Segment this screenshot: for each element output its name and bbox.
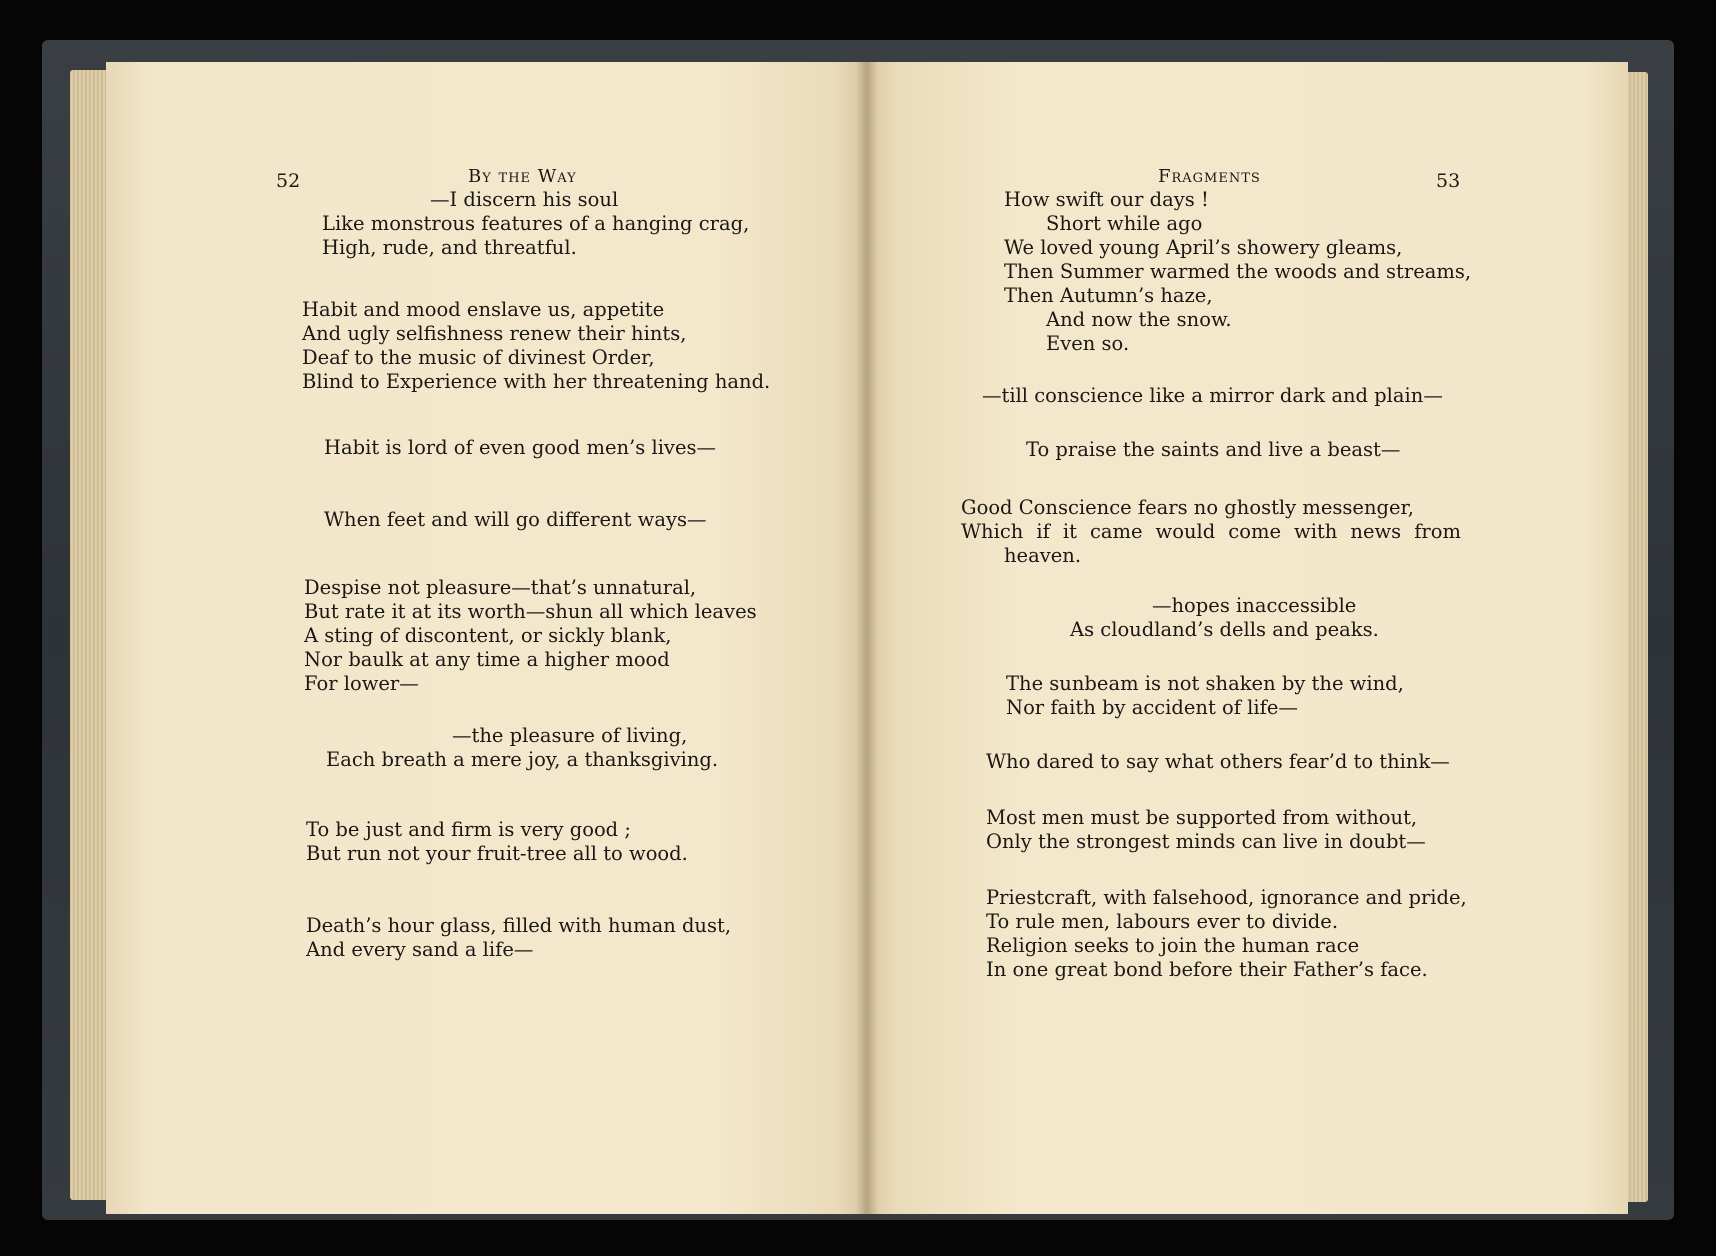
text-line: Nor baulk at any time a higher mood: [304, 648, 670, 671]
text-line: Short while ago: [1046, 212, 1203, 235]
text-line: We loved young April’s showery gleams,: [1004, 236, 1403, 259]
text-line: Despise not pleasure—that’s unnatural,: [304, 576, 697, 599]
text-line: Then Summer warmed the woods and streams,: [1004, 260, 1472, 283]
text-line: And ugly selfishness renew their hints,: [302, 322, 687, 345]
page-number-left: 52: [276, 170, 301, 192]
text-line: Only the strongest minds can live in doubt—: [986, 830, 1426, 853]
text-line: Which if it came would come with news from: [961, 520, 1461, 543]
text-line: And every sand a life—: [306, 938, 534, 961]
text-line: —the pleasure of living,: [452, 724, 688, 747]
text-line: How swift our days !: [1004, 188, 1209, 211]
text-line: In one great bond before their Father’s face.: [986, 958, 1428, 981]
page-edges-left: [70, 70, 108, 1200]
text-line: Deaf to the music of divinest Order,: [302, 346, 655, 369]
text-line: —I discern his soul: [430, 188, 619, 211]
text-line: Habit is lord of even good men’s lives—: [324, 436, 716, 459]
text-line: As cloudland’s dells and peaks.: [1070, 618, 1379, 641]
text-line: When feet and will go different ways—: [324, 508, 707, 531]
left-page: [106, 62, 866, 1214]
text-line: A sting of discontent, or sickly blank,: [304, 624, 672, 647]
text-line: Habit and mood enslave us, appetite: [302, 298, 665, 321]
text-line: Even so.: [1046, 332, 1130, 355]
text-line: Good Conscience fears no ghostly messenger,: [961, 496, 1414, 519]
text-line: Death’s hour glass, filled with human dust,: [306, 914, 732, 937]
text-line: Most men must be supported from without,: [986, 806, 1418, 829]
text-line: Then Autumn’s haze,: [1004, 284, 1213, 307]
text-line: Priestcraft, with falsehood, ignorance and pride,: [986, 886, 1467, 909]
page-edges-right: [1626, 72, 1648, 1202]
text-line: Nor faith by accident of life—: [1006, 696, 1298, 719]
text-line: And now the snow.: [1046, 308, 1232, 331]
text-line: —till conscience like a mirror dark and plain—: [982, 384, 1443, 407]
page-number-right: 53: [1436, 170, 1461, 192]
text-line: heaven.: [1004, 544, 1082, 567]
right-page: [866, 62, 1628, 1214]
text-line: For lower—: [304, 672, 419, 695]
text-line: High, rude, and threatful.: [322, 236, 577, 259]
text-line: But run not your fruit-tree all to wood.: [306, 842, 688, 865]
text-line: Who dared to say what others fear’d to think—: [986, 750, 1450, 773]
text-line: Each breath a mere joy, a thanksgiving.: [326, 748, 719, 771]
text-line: To be just and firm is very good ;: [306, 818, 631, 841]
text-line: Like monstrous features of a hanging crag,: [322, 212, 750, 235]
text-line: But rate it at its worth—shun all which leaves: [304, 600, 757, 623]
text-line: Blind to Experience with her threatening hand.: [302, 370, 771, 393]
running-head-right: Fragments: [1158, 166, 1261, 187]
text-line: The sunbeam is not shaken by the wind,: [1006, 672, 1404, 695]
text-line: —hopes inaccessible: [1152, 594, 1357, 617]
running-head-left: By the Way: [468, 166, 577, 187]
text-line: To praise the saints and live a beast—: [1026, 438, 1401, 461]
text-line: To rule men, labours ever to divide.: [986, 910, 1339, 933]
book-gutter: [856, 62, 878, 1214]
text-line: Religion seeks to join the human race: [986, 934, 1360, 957]
